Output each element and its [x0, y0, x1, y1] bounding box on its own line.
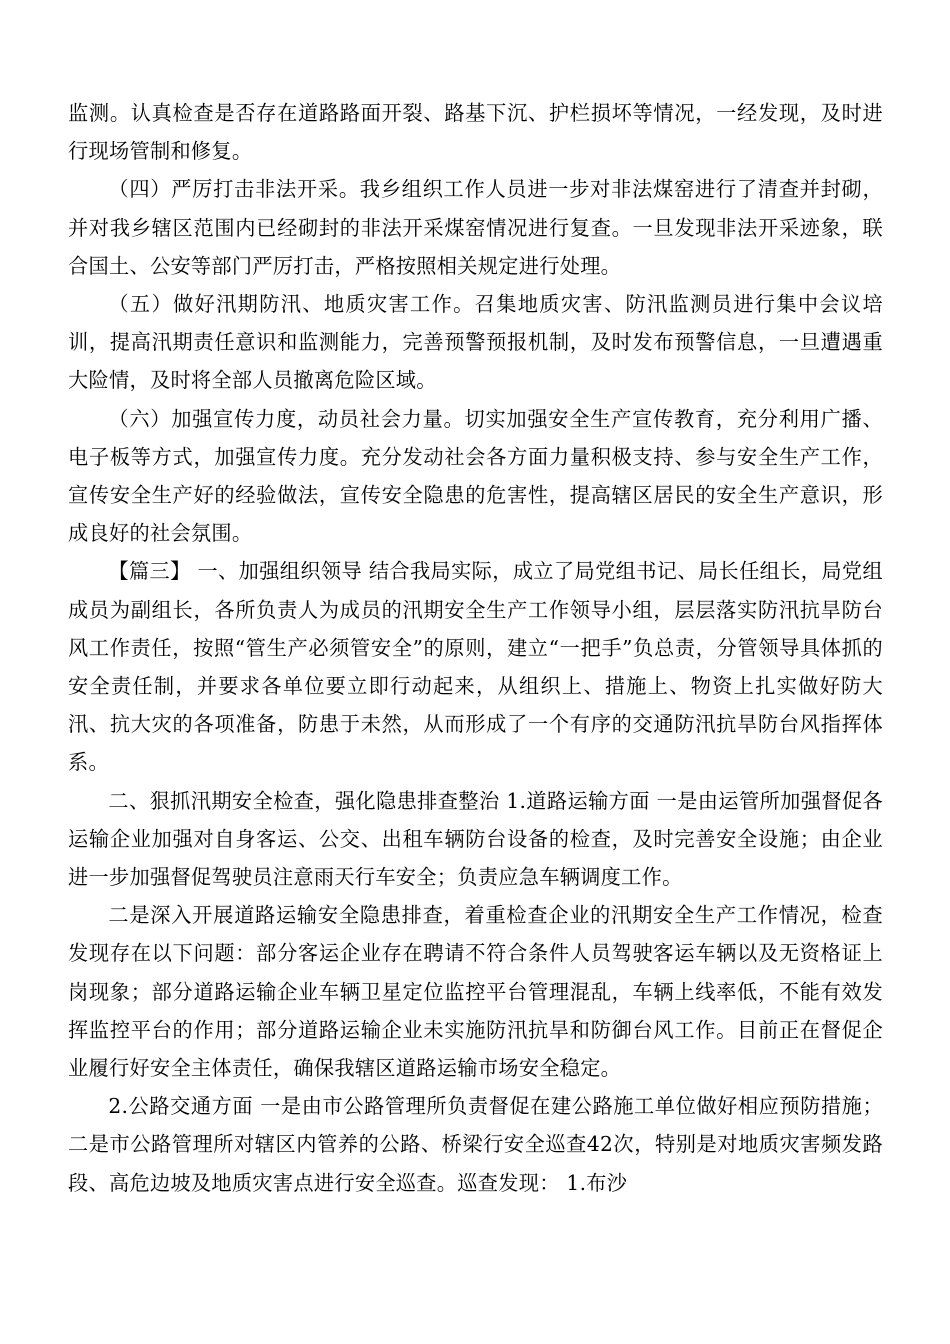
paragraph-part-3-organization: 【篇三】 一、加强组织领导 结合我局实际，成立了局党组书记、局长任组长，局党组成员为副组长，各所负责人为成员的汛期安全生产工作领导小组，层层落实防汛抗旱防台风工作责任，按照“管生产必须管安全”的原则，建立“一把手”负总责，分管领导具体抓的安全责任制，并要求各单位要立即行动起来，从组织上、措施上、物资上扎实做好防大汛、抗大灾的各项准备，防患于未然，从而形成了一个有序的交通防汛抗旱防台风指挥体系。 — [68, 559, 883, 775]
paragraph-safety-inspection: 二、狠抓汛期安全检查，强化隐患排查整治 1.道路运输方面 一是由运管所加强督促各运输企业加强对自身客运、公交、出租车辆防台设备的检查，及时完善安全设施；由企业进一步加强督促驾驶员注意雨天行车安全；负责应急车辆调度工作。 — [68, 788, 883, 890]
paragraph-section-6: （六）加强宣传力度，动员社会力量。切实加强安全生产宣传教育，充分利用广播、电子板等方式，加强宣传力度。充分发动社会各方面力量积极支持、参与安全生产工作，宣传安全生产好的经验做法，宣传安全隐患的危害性，提高辖区居民的安全生产意识，形成良好的社会氛围。 — [68, 406, 883, 546]
paragraph-section-4: （四）严厉打击非法开采。我乡组织工作人员进一步对非法煤窑进行了清查并封砌，并对我乡辖区范围内已经砌封的非法开采煤窑情况进行复查。一旦发现非法开采迹象，联合国土、公安等部门严厉打击，严格按照相关规定进行处理。 — [68, 177, 883, 278]
paragraph-highway-traffic: 2.公路交通方面 一是由市公路管理所负责督促在建公路施工单位做好相应预防措施； 二是市公路管理所对辖区内管养的公路、桥梁行安全巡查42次，特别是对地质灾害频发路段、高危边坡及地质灾害点进行安全巡查。巡查发现： 1.布沙 — [68, 1094, 883, 1195]
paragraph-hazard-investigation: 二是深入开展道路运输安全隐患排查，着重检查企业的汛期安全生产工作情况，检查发现存在以下问题：部分客运企业存在聘请不符合条件人员驾驶客运车辆以及无资格证上岗现象；部分道路运输企业车辆卫星定位监控平台管理混乱，车辆上线率低，不能有效发挥监控平台的作用；部分道路运输企业未实施防汛抗旱和防御台风工作。目前正在督促企业履行好安全主体责任，确保我辖区道路运输市场安全稳定。 — [68, 903, 883, 1081]
paragraph-continuation: 监测。认真检查是否存在道路路面开裂、路基下沉、护栏损坏等情况，一经发现，及时进行现场管制和修复。 — [68, 101, 883, 164]
document-page — [68, 94, 883, 1202]
paragraph-section-5: （五）做好汛期防汛、地质灾害工作。召集地质灾害、防汛监测员进行集中会议培训，提高汛期责任意识和监测能力，完善预警预报机制，及时发布预警信息，一旦遭遇重大险情，及时将全部人员撤离危险区域。 — [68, 292, 883, 393]
